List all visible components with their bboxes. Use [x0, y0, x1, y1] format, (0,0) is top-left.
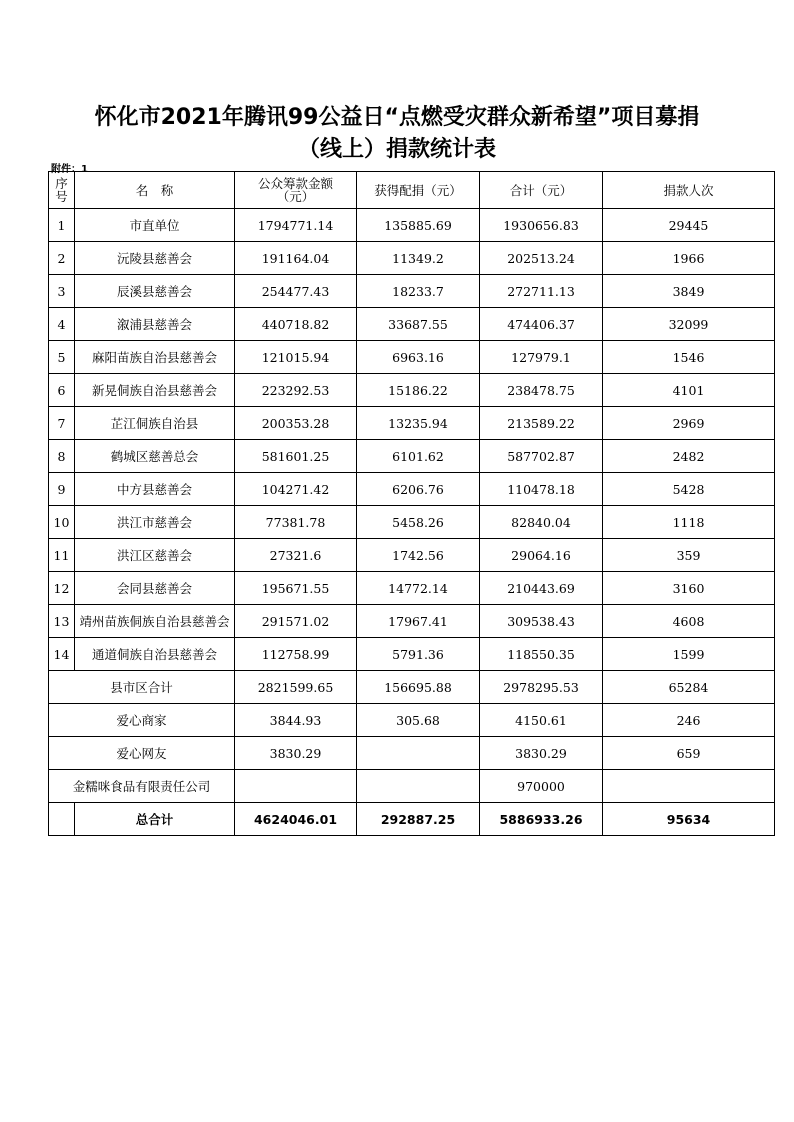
- header-match: 获得配捐（元）: [357, 172, 480, 209]
- summary-matched-amount: [357, 737, 480, 770]
- summary-row: [49, 704, 775, 737]
- row-matched-amount: 14772.14: [357, 572, 480, 605]
- table-row: [49, 308, 775, 341]
- row-name: 中方县慈善会: [75, 473, 235, 506]
- row-number: 4: [49, 308, 75, 341]
- row-matched-amount: 1742.56: [357, 539, 480, 572]
- row-name: 麻阳苗族自治县慈善会: [75, 341, 235, 374]
- summary-name: 爱心网友: [49, 737, 235, 770]
- row-number: 7: [49, 407, 75, 440]
- row-name: 新晃侗族自治县慈善会: [75, 374, 235, 407]
- table-row: [49, 341, 775, 374]
- row-total-amount: 82840.04: [480, 506, 603, 539]
- row-donor-count: 2969: [603, 407, 775, 440]
- summary-donor-count: [603, 770, 775, 803]
- row-public-amount: 581601.25: [235, 440, 357, 473]
- row-public-amount: 223292.53: [235, 374, 357, 407]
- row-matched-amount: 5458.26: [357, 506, 480, 539]
- row-name: 洪江市慈善会: [75, 506, 235, 539]
- row-public-amount: 254477.43: [235, 275, 357, 308]
- row-total-amount: 202513.24: [480, 242, 603, 275]
- row-number: 3: [49, 275, 75, 308]
- summary-donor-count: 659: [603, 737, 775, 770]
- table-row: [49, 275, 775, 308]
- row-public-amount: 27321.6: [235, 539, 357, 572]
- header-name: 名 称: [75, 172, 235, 209]
- summary-public-amount: 2821599.65: [235, 671, 357, 704]
- row-total-amount: 1930656.83: [480, 209, 603, 242]
- summary-public-amount: 3844.93: [235, 704, 357, 737]
- row-donor-count: 29445: [603, 209, 775, 242]
- grand-total-public: 4624046.01: [235, 803, 357, 836]
- row-public-amount: 121015.94: [235, 341, 357, 374]
- row-public-amount: 104271.42: [235, 473, 357, 506]
- summary-name: 爱心商家: [49, 704, 235, 737]
- summary-name: 县市区合计: [49, 671, 235, 704]
- row-number: 10: [49, 506, 75, 539]
- donation-table: [48, 171, 775, 836]
- summary-total-amount: 4150.61: [480, 704, 603, 737]
- row-donor-count: 1118: [603, 506, 775, 539]
- row-matched-amount: 17967.41: [357, 605, 480, 638]
- summary-public-amount: [235, 770, 357, 803]
- row-donor-count: 2482: [603, 440, 775, 473]
- summary-name: 金糯咪食品有限责任公司: [49, 770, 235, 803]
- document-title-line-1: 怀化市2021年腾讯99公益日“点燃受灾群众新希望”项目募捐: [94, 105, 700, 130]
- row-public-amount: 200353.28: [235, 407, 357, 440]
- summary-row: [49, 770, 775, 803]
- attachment-label: 附件：1: [51, 164, 88, 175]
- row-total-amount: 213589.22: [480, 407, 603, 440]
- row-public-amount: 291571.02: [235, 605, 357, 638]
- row-total-amount: 309538.43: [480, 605, 603, 638]
- summary-donor-count: 246: [603, 704, 775, 737]
- table-row: [49, 638, 775, 671]
- row-public-amount: 1794771.14: [235, 209, 357, 242]
- row-donor-count: 32099: [603, 308, 775, 341]
- row-total-amount: 127979.1: [480, 341, 603, 374]
- row-donor-count: 1966: [603, 242, 775, 275]
- row-matched-amount: 15186.22: [357, 374, 480, 407]
- row-matched-amount: 5791.36: [357, 638, 480, 671]
- row-name: 芷江侗族自治县: [75, 407, 235, 440]
- row-name: 靖州苗族侗族自治县慈善会: [75, 605, 235, 638]
- row-public-amount: 440718.82: [235, 308, 357, 341]
- table-row: [49, 506, 775, 539]
- summary-total-amount: 2978295.53: [480, 671, 603, 704]
- row-donor-count: 1599: [603, 638, 775, 671]
- table-row: [49, 242, 775, 275]
- row-number: 8: [49, 440, 75, 473]
- row-number: 12: [49, 572, 75, 605]
- row-donor-count: 4608: [603, 605, 775, 638]
- row-matched-amount: 6206.76: [357, 473, 480, 506]
- row-number: 1: [49, 209, 75, 242]
- table-row: [49, 605, 775, 638]
- summary-public-amount: 3830.29: [235, 737, 357, 770]
- row-name: 溆浦县慈善会: [75, 308, 235, 341]
- row-total-amount: 118550.35: [480, 638, 603, 671]
- row-name: 会同县慈善会: [75, 572, 235, 605]
- grand-total-match: 292887.25: [357, 803, 480, 836]
- row-number: 14: [49, 638, 75, 671]
- row-total-amount: 29064.16: [480, 539, 603, 572]
- table-row: [49, 572, 775, 605]
- document-title-line-2: （线上）捐款统计表: [297, 137, 496, 162]
- row-donor-count: 359: [603, 539, 775, 572]
- row-number: 5: [49, 341, 75, 374]
- summary-donor-count: 65284: [603, 671, 775, 704]
- grand-total-donors: 95634: [603, 803, 775, 836]
- table-row: [49, 209, 775, 242]
- row-total-amount: 210443.69: [480, 572, 603, 605]
- row-matched-amount: 11349.2: [357, 242, 480, 275]
- row-total-amount: 110478.18: [480, 473, 603, 506]
- row-matched-amount: 6963.16: [357, 341, 480, 374]
- row-total-amount: 587702.87: [480, 440, 603, 473]
- row-name: 沅陵县慈善会: [75, 242, 235, 275]
- summary-matched-amount: [357, 770, 480, 803]
- row-total-amount: 474406.37: [480, 308, 603, 341]
- row-number: 13: [49, 605, 75, 638]
- row-matched-amount: 6101.62: [357, 440, 480, 473]
- row-total-amount: 272711.13: [480, 275, 603, 308]
- row-public-amount: 195671.55: [235, 572, 357, 605]
- header-seq: 序 号: [49, 172, 75, 209]
- grand-total-blank: [49, 803, 75, 836]
- row-matched-amount: 135885.69: [357, 209, 480, 242]
- grand-total-total: 5886933.26: [480, 803, 603, 836]
- row-name: 洪江区慈善会: [75, 539, 235, 572]
- table-row: [49, 539, 775, 572]
- row-total-amount: 238478.75: [480, 374, 603, 407]
- summary-row: [49, 737, 775, 770]
- row-matched-amount: 18233.7: [357, 275, 480, 308]
- header-donors: 捐款人次: [603, 172, 775, 209]
- row-public-amount: 112758.99: [235, 638, 357, 671]
- table-row: [49, 374, 775, 407]
- row-name: 市直单位: [75, 209, 235, 242]
- summary-matched-amount: 156695.88: [357, 671, 480, 704]
- grand-total-label: 总合计: [75, 803, 235, 836]
- row-donor-count: 5428: [603, 473, 775, 506]
- table-row: [49, 473, 775, 506]
- row-number: 6: [49, 374, 75, 407]
- header-row: [49, 172, 775, 209]
- row-matched-amount: 13235.94: [357, 407, 480, 440]
- row-donor-count: 3160: [603, 572, 775, 605]
- summary-total-amount: 3830.29: [480, 737, 603, 770]
- grand-total-row: [49, 803, 775, 836]
- table-row: [49, 407, 775, 440]
- row-number: 11: [49, 539, 75, 572]
- table-row: [49, 440, 775, 473]
- summary-matched-amount: 305.68: [357, 704, 480, 737]
- row-donor-count: 1546: [603, 341, 775, 374]
- header-total: 合计（元）: [480, 172, 603, 209]
- summary-row: [49, 671, 775, 704]
- row-name: 鹤城区慈善总会: [75, 440, 235, 473]
- row-public-amount: 77381.78: [235, 506, 357, 539]
- row-public-amount: 191164.04: [235, 242, 357, 275]
- row-matched-amount: 33687.55: [357, 308, 480, 341]
- summary-total-amount: 970000: [480, 770, 603, 803]
- header-public: 公众筹款金额 （元）: [235, 172, 357, 209]
- row-name: 通道侗族自治县慈善会: [75, 638, 235, 671]
- row-number: 2: [49, 242, 75, 275]
- row-number: 9: [49, 473, 75, 506]
- row-donor-count: 3849: [603, 275, 775, 308]
- row-name: 辰溪县慈善会: [75, 275, 235, 308]
- row-donor-count: 4101: [603, 374, 775, 407]
